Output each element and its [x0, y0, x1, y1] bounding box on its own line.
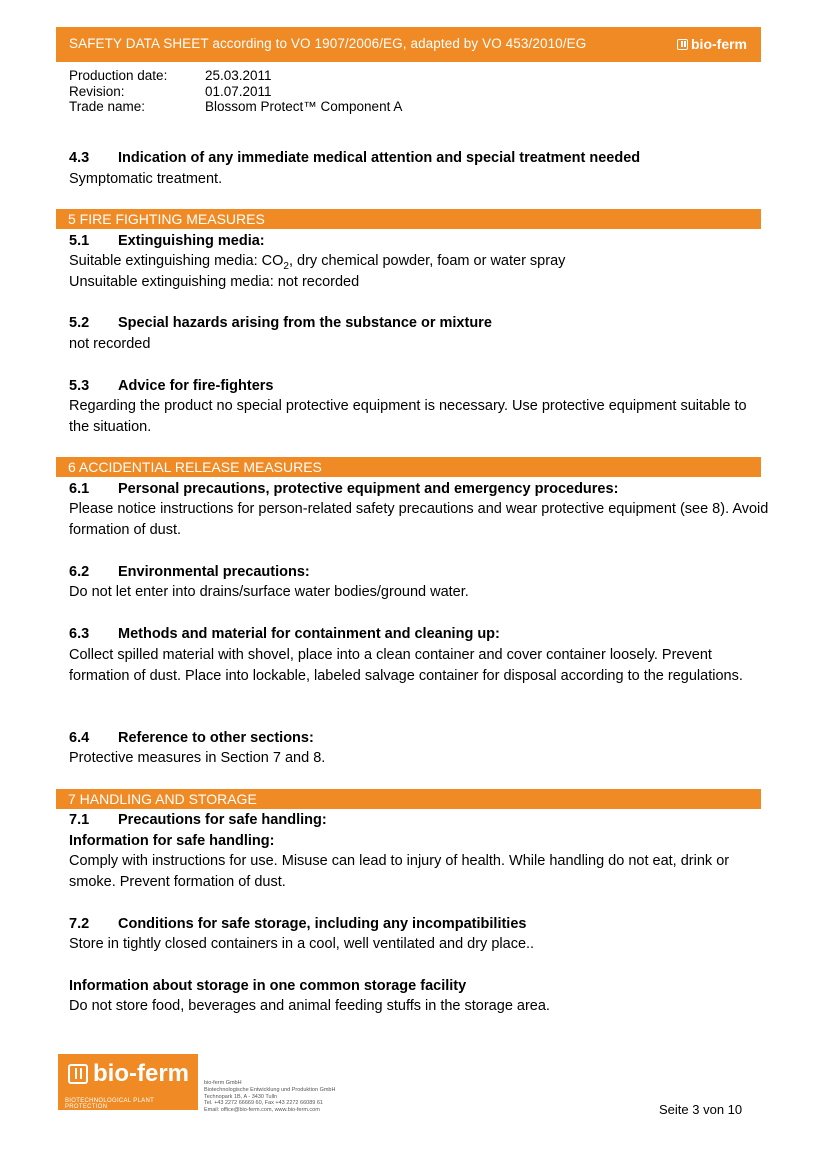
- section-title: Extinguishing media:: [118, 233, 265, 249]
- subscript: 2: [283, 260, 289, 272]
- header-title: SAFETY DATA SHEET according to VO 1907/2006/EG, adapted by VO 453/2010/EG: [69, 36, 587, 51]
- footer-logo-main: [68, 1060, 189, 1088]
- section-bar-title: 5 FIRE FIGHTING MEASURES: [68, 211, 265, 227]
- section-number: 6.1: [69, 481, 90, 497]
- meta-label: Revision:: [69, 83, 125, 99]
- section-subheading-common-storage: Information about storage in one common storage facility: [69, 978, 467, 994]
- section-text: Do not let enter into drains/surface water bodies/ground water.: [69, 584, 469, 600]
- section-bar-6: [56, 457, 761, 477]
- section-title: Methods and material for containment and cleaning up:: [118, 626, 500, 642]
- footer-logo: [58, 1054, 198, 1110]
- section-title: Personal precautions, protective equipment and emergency procedures:: [118, 481, 619, 497]
- footer-address: [204, 1080, 335, 1114]
- section-title: Indication of any immediate medical attention and special treatment needed: [118, 150, 641, 166]
- address-line: Biotechnologische Entwicklung und Produktion GmbH: [204, 1086, 336, 1093]
- section-heading-7-1: [69, 810, 327, 830]
- meta-row: [69, 99, 402, 115]
- section-title: Precautions for safe handling:: [118, 812, 327, 828]
- section-text: Do not store food, beverages and animal feeding stuffs in the storage area.: [69, 998, 550, 1014]
- text-part: Suitable extinguishing media: CO: [69, 253, 284, 269]
- section-number: 4.3: [69, 150, 90, 166]
- header-logo: [677, 36, 747, 52]
- logo-box-icon: [68, 1064, 88, 1084]
- section-heading-6-3: [69, 624, 500, 644]
- section-number: 6.4: [69, 730, 90, 746]
- section-title: Advice for fire-fighters: [118, 378, 274, 394]
- section-heading-5-2: [69, 313, 492, 333]
- section-text: Comply with instructions for use. Misuse can lead to injury of health. While handling do not eat, drink or smoke. Prevent formation of dust.: [69, 853, 730, 890]
- section-number: 6.3: [69, 626, 90, 642]
- header-bar: [56, 27, 761, 62]
- section-number: 5.1: [69, 233, 90, 249]
- address-line: Technopark 1B, A - 3430 Tulln: [204, 1093, 278, 1100]
- meta-value: Blossom Protect™ Component A: [205, 99, 403, 114]
- footer-tagline: BIOTECHNOLOGICAL PLANT PROTECTION: [65, 1098, 154, 1110]
- section-text: Unsuitable extinguishing media: not recorded: [69, 274, 360, 290]
- section-bar-title: 6 ACCIDENTIAL RELEASE MEASURES: [68, 459, 322, 475]
- meta-label: Production date:: [69, 68, 168, 83]
- page-number: Seite 3 von 10: [659, 1102, 743, 1117]
- section-heading-7-2: [69, 914, 526, 934]
- section-bar-5: [56, 209, 761, 229]
- section-text: Protective measures in Section 7 and 8.: [69, 750, 326, 766]
- section-heading-6-1: [69, 479, 618, 499]
- meta-row: [69, 84, 402, 100]
- section-title: Conditions for safe storage, including any incompatibilities: [118, 916, 527, 932]
- section-heading-4-3: [69, 148, 640, 168]
- section-heading-5-1: [69, 231, 265, 251]
- section-title: Environmental precautions:: [118, 564, 310, 580]
- section-text: not recorded: [69, 336, 151, 352]
- header-logo-text: bio-ferm: [691, 36, 747, 52]
- section-heading-6-4: [69, 728, 314, 748]
- section-text: Collect spilled material with shovel, place into a clean container and cover container loosely. Prevent formation of dust. Place into lockable, labeled salvage container for disposal according to the regulations.: [69, 647, 743, 684]
- section-number: 5.3: [69, 378, 90, 394]
- meta-value: 01.07.2011: [205, 83, 272, 99]
- section-number: 7.2: [69, 916, 90, 932]
- section-subheading: Information for safe handling:: [69, 833, 275, 849]
- document-meta: [69, 68, 402, 115]
- meta-row: [69, 68, 402, 84]
- section-text: Store in tightly closed containers in a cool, well ventilated and dry place..: [69, 936, 535, 952]
- section-heading-5-3: [69, 376, 274, 396]
- logo-box-icon: [677, 39, 688, 50]
- section-number: 7.1: [69, 812, 90, 828]
- section-number: 5.2: [69, 315, 90, 331]
- section-title: Reference to other sections:: [118, 730, 314, 746]
- section-title: Special hazards arising from the substance or mixture: [118, 315, 492, 331]
- address-line: Tel. +43 2272 66669 60, Fax +43 2272 66089 61: [204, 1100, 323, 1107]
- section-text: Please notice instructions for person-related safety precautions and wear protective equipment (see 8). Avoid formation of dust.: [69, 501, 769, 538]
- address-line: Email: office@bio-ferm.com, www.bio-ferm.com: [204, 1107, 320, 1114]
- meta-value: 25.03.2011: [205, 68, 272, 83]
- section-text: Regarding the product no special protective equipment is necessary. Use protective equipment suitable to the situation.: [69, 398, 747, 435]
- section-text: Symptomatic treatment.: [69, 171, 223, 187]
- address-line: bio-ferm GmbH: [204, 1080, 242, 1086]
- section-number: 6.2: [69, 564, 90, 580]
- text-part: , dry chemical powder, foam or water spray: [288, 253, 566, 269]
- section-heading-6-2: [69, 562, 310, 582]
- section-bar-title: 7 HANDLING AND STORAGE: [68, 791, 257, 807]
- footer-logo-text: bio-ferm: [93, 1060, 189, 1087]
- meta-label: Trade name:: [69, 99, 146, 114]
- section-bar-7: [56, 789, 761, 809]
